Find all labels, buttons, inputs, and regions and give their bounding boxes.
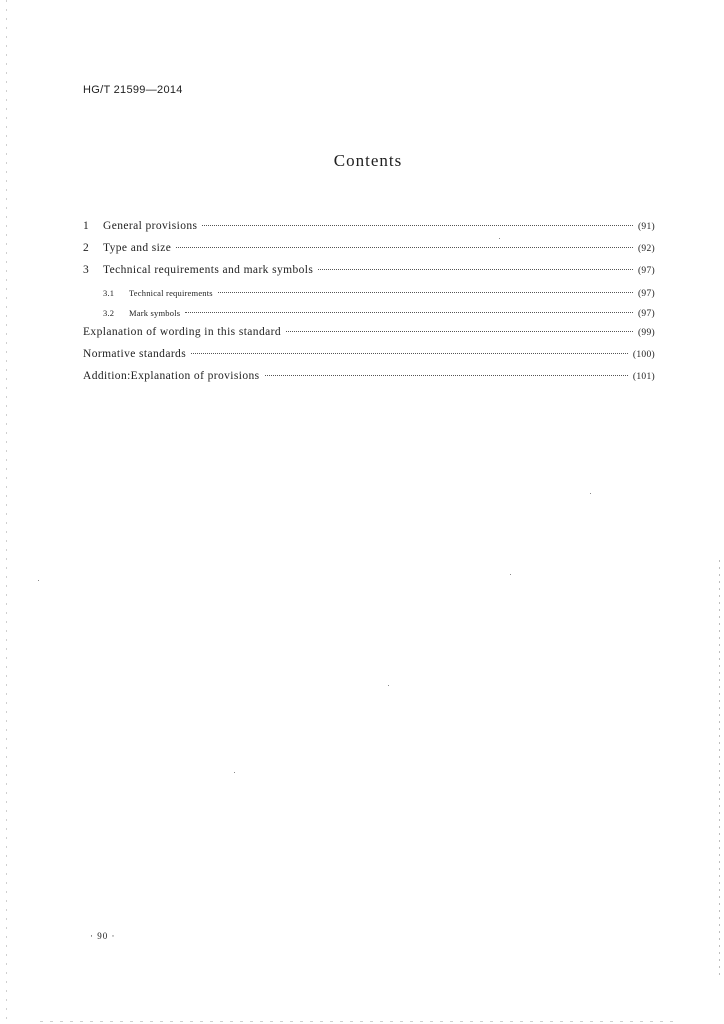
toc-entry-page: (92) (637, 244, 655, 254)
toc-entry-title: General provisions (103, 220, 198, 232)
toc-entry-page: (97) (637, 309, 655, 319)
toc-entry-number: 1 (83, 220, 90, 232)
toc-entry (83, 220, 655, 242)
toc-dot-leader (286, 331, 633, 332)
toc-entry-number: 3.2 (103, 308, 115, 318)
toc-entry-number: 2 (83, 242, 90, 254)
toc-dot-leader (176, 247, 633, 248)
toc-entry-number: 3.1 (103, 288, 115, 298)
scan-edge-right (719, 560, 720, 980)
scan-speck (38, 580, 39, 581)
toc-entry-page: (99) (637, 328, 655, 338)
toc-entry (83, 326, 655, 348)
toc-entry-page: (100) (632, 350, 655, 360)
toc-dot-leader (218, 292, 633, 293)
toc-entry-title: Normative standards (83, 348, 187, 360)
toc-entry-title: Addition:Explanation of provisions (83, 370, 260, 382)
toc-entry-page: (97) (637, 289, 655, 299)
toc-entry-page: (101) (632, 372, 655, 382)
scan-edge-bottom (40, 1021, 680, 1022)
toc-entry (83, 306, 655, 326)
scan-speck (590, 493, 591, 494)
toc-entry-title: Type and size (103, 242, 172, 254)
toc-entry-title: Technical requirements (129, 288, 213, 298)
toc-entry-page: (91) (637, 222, 655, 232)
toc-dot-leader (191, 353, 628, 354)
table-of-contents (83, 220, 655, 392)
scan-speck (510, 574, 511, 575)
scan-speck (388, 685, 389, 686)
scan-speck (234, 772, 235, 773)
page-number: · 90 · (90, 931, 116, 941)
page-title: Contents (333, 151, 403, 170)
scan-speck (499, 238, 500, 239)
toc-entry-title: Mark symbols (129, 308, 181, 318)
toc-entry (83, 242, 655, 264)
toc-entry-page: (97) (637, 266, 655, 276)
toc-dot-leader (185, 312, 633, 313)
toc-entry (83, 348, 655, 370)
standard-code: HG/T 21599—2014 (83, 84, 183, 96)
toc-dot-leader (202, 225, 633, 226)
toc-dot-leader (265, 375, 628, 376)
toc-entry (83, 286, 655, 306)
toc-entry (83, 370, 655, 392)
toc-entry (83, 264, 655, 286)
toc-dot-leader (318, 269, 633, 270)
toc-entry-title: Technical requirements and mark symbols (103, 264, 314, 276)
toc-entry-title: Explanation of wording in this standard (83, 326, 281, 338)
toc-entry-number: 3 (83, 264, 90, 276)
